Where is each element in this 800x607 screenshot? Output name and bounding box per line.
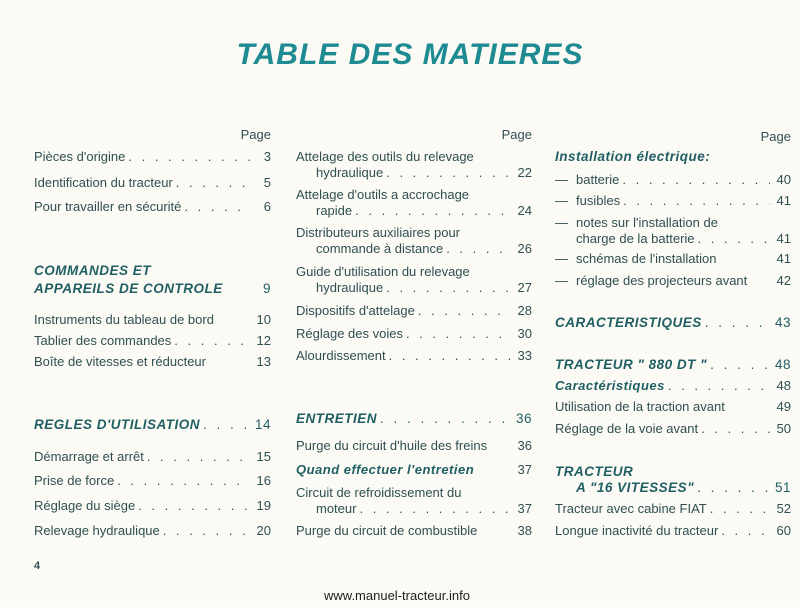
toc-entry[interactable]: Purge du circuit d'huile des freins 36 xyxy=(296,438,532,453)
toc-entry[interactable]: Boîte de vitesses et réducteur 13 xyxy=(34,354,271,369)
toc-column-2 xyxy=(296,127,532,538)
toc-entry[interactable]: Prise de force . . . 16 xyxy=(34,473,271,489)
toc-entry[interactable]: Alourdissement . . . 33 xyxy=(296,348,532,364)
toc-entry[interactable]: Pour travailler en sécurité . . . 6 xyxy=(34,199,271,215)
toc-entry[interactable]: — schémas de l'installation 41 xyxy=(555,251,791,266)
toc-entry[interactable]: Guide d'utilisation du relevage hydraulique . . . 27 xyxy=(296,264,532,296)
toc-entry[interactable]: — fusibles . . . 41 xyxy=(555,193,791,209)
toc-entry[interactable]: — notes sur l'installation de charge de la batterie . . . 41 xyxy=(555,215,791,247)
page-number: 4 xyxy=(34,560,41,572)
toc-entry[interactable]: — batterie . . . 40 xyxy=(555,172,791,188)
toc-entry[interactable]: Réglage des voies . . . 30 xyxy=(296,326,532,342)
toc-entry[interactable]: Réglage du siège . . . 19 xyxy=(34,498,271,514)
toc-section-heading: Installation électrique: xyxy=(555,149,711,164)
toc-section-heading[interactable]: COMMANDES ET APPAREILS DE CONTROLE 9 xyxy=(34,263,271,296)
toc-column-1 xyxy=(34,127,271,538)
toc-entry[interactable]: Relevage hydraulique . . . 20 xyxy=(34,523,271,539)
toc-entry[interactable]: Longue inactivité du tracteur . . . 60 xyxy=(555,523,791,539)
website-url[interactable]: www.manuel-tracteur.info xyxy=(324,588,470,603)
toc-column-3 xyxy=(555,127,791,538)
page-column-header: Page xyxy=(240,127,271,142)
toc-entry[interactable]: Distributeurs auxiliaires pour commande à distance . . . 26 xyxy=(296,225,532,257)
page-column-header: Page xyxy=(501,127,532,142)
page-column-header: Page xyxy=(760,129,791,144)
toc-entry[interactable]: Pièces d'origine . . . 3 xyxy=(34,149,271,165)
toc-section-heading[interactable]: TRACTEUR " 880 DT " . . . 48 xyxy=(555,357,791,373)
toc-entry[interactable]: Réglage de la voie avant . . . 50 xyxy=(555,421,791,437)
toc-section-heading[interactable]: TRACTEUR A "16 VITESSES" . . . 51 xyxy=(555,464,791,496)
toc-entry[interactable]: Attelage d'outils a accrochage rapide . . . 24 xyxy=(296,187,532,219)
toc-section-heading[interactable]: ENTRETIEN . . . 36 xyxy=(296,411,532,427)
toc-entry[interactable]: Dispositifs d'attelage . . . 28 xyxy=(296,303,532,319)
toc-entry[interactable]: Purge du circuit de combustible 38 xyxy=(296,523,532,538)
page-title: TABLE DES MATIERES xyxy=(236,38,584,71)
toc-entry[interactable]: Instruments du tableau de bord 10 xyxy=(34,312,271,327)
toc-entry[interactable]: Attelage des outils du relevage hydraulique . . . 22 xyxy=(296,149,532,181)
toc-section-heading[interactable]: CARACTERISTIQUES . . . 43 xyxy=(555,315,791,331)
toc-section-heading[interactable]: REGLES D'UTILISATION . . . 14 xyxy=(34,417,271,433)
toc-entry[interactable]: Identification du tracteur . . . 5 xyxy=(34,175,271,191)
toc-entry[interactable]: — réglage des projecteurs avant 42 xyxy=(555,273,791,288)
toc-entry[interactable]: Utilisation de la traction avant 49 xyxy=(555,399,791,414)
toc-entry[interactable]: Circuit de refroidissement du moteur . . . 37 xyxy=(296,485,532,517)
toc-entry[interactable]: Tablier des commandes . . . 12 xyxy=(34,333,271,349)
toc-entry[interactable]: Tracteur avec cabine FIAT . . . 52 xyxy=(555,501,791,517)
toc-entry[interactable]: Quand effectuer l'entretien 37 xyxy=(296,462,532,477)
toc-entry[interactable]: Caractéristiques . . . 48 xyxy=(555,378,791,394)
toc-entry[interactable]: Démarrage et arrêt . . . 15 xyxy=(34,449,271,465)
